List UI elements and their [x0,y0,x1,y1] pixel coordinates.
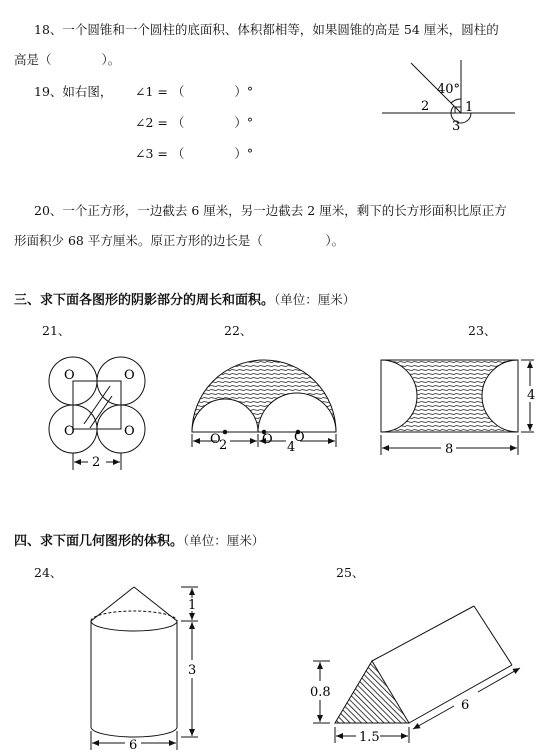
q25-back-edge [474,606,512,665]
q19-angle-2-label: 2 [421,99,430,114]
q22-center-o3: O [294,430,305,445]
q18-line2: 高是（ ）。 [14,52,121,67]
q19-angle1-answer: ∠1 = （ ）° [135,84,254,99]
q25-base-label: 1.5 [359,730,380,745]
q23-width-label: 8 [445,442,454,457]
section3-heading: 三、求下面各图形的阴影部分的周长和面积。 [14,293,275,308]
q20-line1: 20、一个正方形，一边截去 6 厘米，另一边截去 2 厘米，剩下的长方形面积比原正方 [34,203,507,218]
q24-top-ellipse-front [91,621,177,631]
q22-number: 22、 [224,323,253,338]
q22-dim-4-label: 4 [287,440,296,455]
q21-shade-line-2 [90,396,112,428]
q23-height-label: 4 [527,388,536,403]
q19-arc-40 [451,99,461,103]
q19-arc-2 [451,106,454,113]
q24-cone-cylinder-figure [91,587,198,750]
q24-bottom-ellipse [91,727,177,737]
q21-center-o1: O [64,368,75,383]
q25-triangular-prism-figure [313,606,520,743]
q25-front-triangle [335,661,409,723]
q22-center-o2: O [262,432,273,447]
q22-center-dot-1 [223,430,227,434]
q23-rectangle-figure [381,360,534,455]
q18-line1: 18、一个圆锥和一个圆柱的底面积、体积都相等，如果圆锥的高是 54 厘米，圆柱的 [34,22,499,37]
q22-center-o1: O [210,432,221,447]
q24-cylinder-height-label: 3 [188,663,197,678]
q19-angle-1-label: 1 [465,100,474,115]
q21-dim-label: 2 [92,455,101,470]
q19-intro: 19、如右图， [34,84,113,99]
q19-angle2-answer: ∠2 = （ ）° [135,115,254,130]
q21-center-o4: O [124,424,135,439]
q25-dim-len-upper [478,668,520,692]
q19-angle-40-label: 40° [437,82,461,97]
q25-top-edge [372,606,474,661]
q21-center-o2: O [124,368,135,383]
q19-angle3-answer: ∠3 = （ ）° [135,146,254,161]
q21-number: 21、 [42,323,71,338]
q21-center-o3: O [64,424,75,439]
q24-cone-left-edge [91,587,134,621]
q24-number: 24、 [34,565,63,580]
q24-top-ellipse-back [91,611,177,621]
q23-number: 23、 [468,323,497,338]
q19-angle-3-label: 3 [452,119,461,134]
q25-length-label: 6 [461,698,470,713]
section4-unit: （单位：厘米） [183,533,265,548]
q25-number: 25、 [336,565,365,580]
q22-dim-2-label: 2 [219,438,228,453]
q25-bottom-edge [409,665,512,723]
q24-diameter-label: 6 [129,738,138,753]
section4-heading: 四、求下面几何图形的体积。 [14,534,184,549]
q25-height-label: 0.8 [310,685,331,700]
section3-unit: （单位：厘米） [274,292,356,307]
q24-cone-height-label: 1 [188,598,197,613]
q20-line2: 形面积少 68 平方厘米。原正方形的边长是（ ）。 [14,233,345,248]
